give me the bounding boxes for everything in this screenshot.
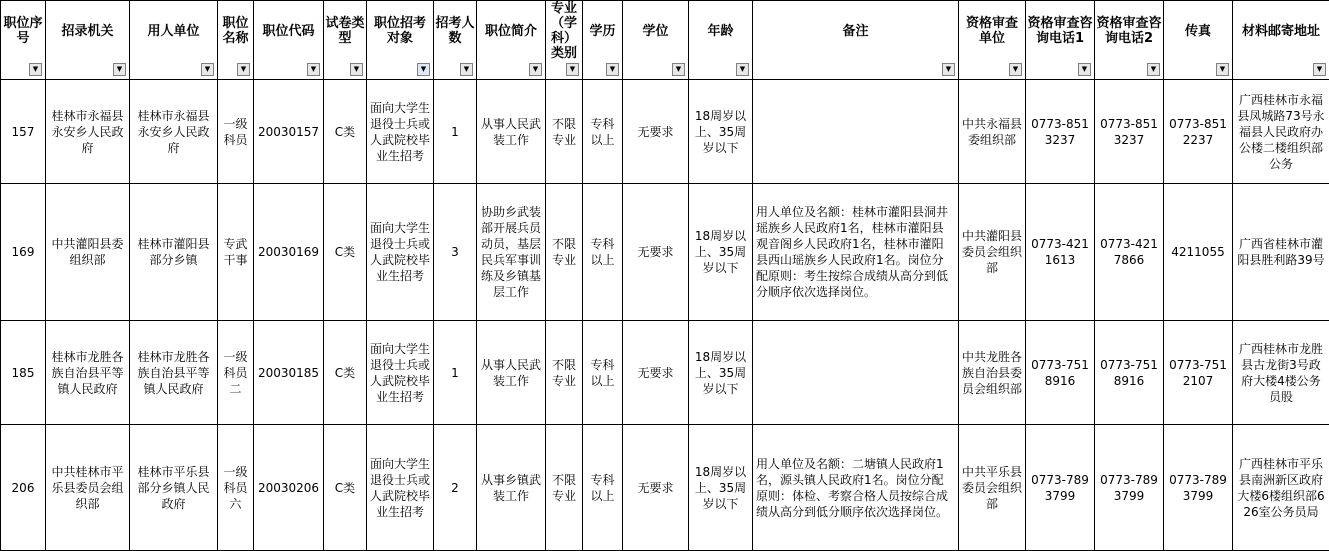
cell-text: 0773-4211613	[1026, 236, 1094, 268]
cell-text: 0773-4217866	[1095, 236, 1163, 268]
cell-text: C类	[324, 244, 366, 260]
table-cell[interactable]	[1, 184, 46, 321]
cell-text: 面向大学生退役士兵或人武院校毕业生招考	[367, 341, 433, 405]
table-cell[interactable]	[254, 321, 324, 425]
cell-text: 不限专业	[546, 236, 582, 268]
cell-text: 广西桂林市平乐县南洲新区政府大楼6楼组织部626室公务员局	[1233, 456, 1329, 520]
cell-text: 专科以上	[583, 236, 622, 268]
table-cell[interactable]	[959, 184, 1026, 321]
cell-text: 广西桂林市龙胜县古龙街3号政府大楼4楼公务员股	[1233, 341, 1329, 405]
table-cell[interactable]	[324, 425, 367, 551]
table-cell[interactable]	[689, 184, 753, 321]
cell-text: C类	[324, 365, 366, 381]
cell-text: 18周岁以上、35周岁以下	[689, 349, 752, 397]
table-cell[interactable]	[46, 425, 130, 551]
cell-text: 中共平乐县委员会组织部	[959, 464, 1025, 512]
cell-text: 20030169	[254, 244, 323, 260]
column-header	[434, 1, 477, 80]
column-header	[753, 1, 959, 80]
cell-text: 桂林市灌阳县部分乡镇	[130, 236, 217, 268]
column-header	[1233, 1, 1329, 80]
column-header-label: 职位招考对象	[367, 16, 433, 64]
table-cell[interactable]	[623, 80, 689, 184]
cell-text: 用人单位及名额：二塘镇人民政府1名，源头镇人民政府1名。岗位分配原则：体检、考察合格人员按综合成绩从高分到低分顺序依次选择岗位。	[753, 456, 958, 520]
table-cell[interactable]	[477, 80, 546, 184]
table-cell[interactable]	[583, 321, 623, 425]
column-header-label: 材料邮寄地址	[1233, 24, 1329, 57]
filter-dropdown-icon[interactable]: ▼	[350, 63, 363, 76]
cell-text: 4211055	[1164, 244, 1232, 260]
cell-text: 无要求	[623, 365, 688, 381]
filter-dropdown-icon[interactable]: ▼	[942, 63, 955, 76]
cell-text: 一级科员六	[218, 464, 253, 512]
table-cell[interactable]	[959, 80, 1026, 184]
filter-dropdown-icon[interactable]: ▼	[460, 63, 473, 76]
column-header	[1026, 1, 1095, 80]
table-cell[interactable]	[546, 321, 583, 425]
table-cell[interactable]	[367, 321, 434, 425]
cell-text: 169	[1, 244, 45, 260]
table-cell[interactable]	[1095, 321, 1164, 425]
cell-text: 0773-8513237	[1095, 116, 1163, 148]
table-cell[interactable]	[46, 321, 130, 425]
column-header	[324, 1, 367, 80]
cell-text: 中共龙胜各族自治县委员会组织部	[959, 349, 1025, 397]
table-cell[interactable]	[1026, 321, 1095, 425]
table-cell[interactable]	[324, 184, 367, 321]
table-cell[interactable]	[689, 425, 753, 551]
filter-dropdown-icon[interactable]: ▼	[1009, 63, 1022, 76]
table-cell[interactable]	[1164, 80, 1233, 184]
table-cell[interactable]	[367, 184, 434, 321]
filter-dropdown-icon[interactable]: ▼	[201, 63, 214, 76]
cell-text: 面向大学生退役士兵或人武院校毕业生招考	[367, 100, 433, 164]
column-header-label: 职位名称	[218, 16, 253, 64]
column-header-label: 专业（学科）类别	[546, 1, 582, 79]
table-row	[1, 184, 1329, 321]
table-cell[interactable]	[1164, 321, 1233, 425]
cell-text: 无要求	[623, 244, 688, 260]
column-header-label: 资格审查单位	[959, 16, 1025, 64]
table-cell[interactable]	[623, 425, 689, 551]
column-header-label: 职位代码	[254, 24, 323, 57]
column-header-label: 用人单位	[130, 24, 217, 57]
cell-text: 1	[434, 124, 476, 140]
table-cell[interactable]	[583, 425, 623, 551]
table-cell[interactable]	[324, 321, 367, 425]
filter-dropdown-icon[interactable]: ▼	[1313, 63, 1326, 76]
cell-text: 0773-8512237	[1164, 116, 1232, 148]
cell-text: 面向大学生退役士兵或人武院校毕业生招考	[367, 456, 433, 520]
filter-dropdown-icon[interactable]: ▼	[1078, 63, 1091, 76]
column-header	[1095, 1, 1164, 80]
cell-text: 无要求	[623, 480, 688, 496]
table-cell[interactable]	[753, 321, 959, 425]
column-header-label: 备注	[753, 24, 958, 57]
column-header-label: 年龄	[689, 24, 752, 57]
table-cell[interactable]	[324, 80, 367, 184]
table-cell[interactable]	[367, 80, 434, 184]
column-header	[477, 1, 546, 80]
cell-text: 206	[1, 480, 45, 496]
cell-text: 专武干事	[218, 236, 253, 268]
cell-text: C类	[324, 124, 366, 140]
cell-text: 0773-7893799	[1164, 472, 1232, 504]
cell-text: 0773-7518916	[1095, 357, 1163, 389]
cell-text: 桂林市永福县永安乡人民政府	[130, 108, 217, 156]
table-cell[interactable]	[130, 80, 218, 184]
cell-text: 桂林市龙胜各族自治县平等镇人民政府	[130, 349, 217, 397]
table-cell[interactable]	[1026, 184, 1095, 321]
table-cell[interactable]	[623, 321, 689, 425]
cell-text: 广西桂林市永福县凤城路73号永福县人民政府办公楼二楼组织部公务	[1233, 92, 1329, 172]
cell-text: 中共桂林市平乐县委员会组织部	[46, 464, 129, 512]
table-cell[interactable]	[1233, 425, 1329, 551]
table-cell[interactable]	[218, 425, 254, 551]
table-cell[interactable]	[130, 321, 218, 425]
table-body	[1, 80, 1329, 551]
column-header-label: 招考人数	[434, 16, 476, 64]
filter-dropdown-icon[interactable]: ▼	[113, 63, 126, 76]
table-row	[1, 425, 1329, 551]
column-header	[623, 1, 689, 80]
table-cell[interactable]	[434, 184, 477, 321]
filter-dropdown-icon[interactable]: ▼	[606, 63, 619, 76]
table-cell[interactable]	[477, 184, 546, 321]
table-cell[interactable]	[46, 184, 130, 321]
cell-text: 0773-8513237	[1026, 116, 1094, 148]
table-cell[interactable]	[1, 425, 46, 551]
cell-text: 协助乡武装部开展兵员动员，基层民兵军事训练及乡镇基层工作	[477, 204, 545, 300]
table-cell[interactable]	[477, 321, 546, 425]
column-header	[254, 1, 324, 80]
filter-dropdown-icon[interactable]: ▼	[1216, 63, 1229, 76]
cell-text: 从事人民武装工作	[477, 116, 545, 148]
cell-text: 20030157	[254, 124, 323, 140]
column-header	[46, 1, 130, 80]
column-header-label: 学历	[583, 24, 622, 57]
filter-dropdown-icon[interactable]: ▼	[237, 63, 250, 76]
cell-text: 专科以上	[583, 116, 622, 148]
cell-text: 从事人民武装工作	[477, 357, 545, 389]
table-cell[interactable]	[753, 425, 959, 551]
filter-dropdown-icon[interactable]: ▼	[672, 63, 685, 76]
table-cell[interactable]	[546, 425, 583, 551]
table-cell[interactable]	[254, 80, 324, 184]
cell-text: 157	[1, 124, 45, 140]
table-cell[interactable]	[583, 80, 623, 184]
column-header	[689, 1, 753, 80]
table-cell[interactable]	[959, 425, 1026, 551]
cell-text: C类	[324, 480, 366, 496]
column-header-label: 试卷类型	[324, 16, 366, 64]
filter-active-icon[interactable]: ▼	[417, 63, 430, 76]
cell-text: 面向大学生退役士兵或人武院校毕业生招考	[367, 220, 433, 284]
cell-text: 中共灌阳县委组织部	[46, 236, 129, 268]
filter-dropdown-icon[interactable]: ▼	[307, 63, 320, 76]
column-header-label: 传真	[1164, 24, 1232, 57]
cell-text: 0773-7893799	[1095, 472, 1163, 504]
table-cell[interactable]	[218, 321, 254, 425]
cell-text: 中共永福县委组织部	[959, 116, 1025, 148]
cell-text: 桂林市平乐县部分乡镇人民政府	[130, 464, 217, 512]
table-cell[interactable]	[1095, 425, 1164, 551]
table-cell[interactable]	[1233, 321, 1329, 425]
table-row	[1, 80, 1329, 184]
column-header	[367, 1, 434, 80]
column-header-label: 招录机关	[46, 24, 129, 57]
column-header-label: 资格审查咨询电话1	[1026, 16, 1094, 64]
table-cell[interactable]	[367, 425, 434, 551]
table-cell[interactable]	[434, 321, 477, 425]
table-cell[interactable]	[753, 184, 959, 321]
column-header	[546, 1, 583, 80]
cell-text: 3	[434, 244, 476, 260]
cell-text: 广西省桂林市灌阳县胜利路39号	[1233, 236, 1329, 268]
table-cell[interactable]	[689, 321, 753, 425]
cell-text: 20030185	[254, 365, 323, 381]
cell-text: 中共灌阳县委员会组织部	[959, 228, 1025, 276]
cell-text: 18周岁以上、35周岁以下	[689, 108, 752, 156]
table-cell[interactable]	[1, 80, 46, 184]
table-cell[interactable]	[254, 425, 324, 551]
cell-text: 不限专业	[546, 116, 582, 148]
filter-dropdown-icon[interactable]: ▼	[736, 63, 749, 76]
column-header	[583, 1, 623, 80]
table-cell[interactable]	[1026, 425, 1095, 551]
cell-text: 从事乡镇武装工作	[477, 472, 545, 504]
table-cell[interactable]	[1233, 184, 1329, 321]
cell-text: 专科以上	[583, 472, 622, 504]
table-cell[interactable]	[959, 321, 1026, 425]
cell-text: 一级科员	[218, 116, 253, 148]
table-cell[interactable]	[546, 80, 583, 184]
cell-text: 2	[434, 480, 476, 496]
cell-text: 0773-7512107	[1164, 357, 1232, 389]
table-cell[interactable]	[1095, 80, 1164, 184]
column-header	[1164, 1, 1233, 80]
column-header	[130, 1, 218, 80]
table-cell[interactable]	[46, 80, 130, 184]
column-header-label: 学位	[623, 24, 688, 57]
filter-dropdown-icon[interactable]: ▼	[529, 63, 542, 76]
table-cell[interactable]	[1095, 184, 1164, 321]
filter-dropdown-icon[interactable]: ▼	[1147, 63, 1160, 76]
cell-text: 18周岁以上、35周岁以下	[689, 464, 752, 512]
column-header	[218, 1, 254, 80]
cell-text: 1	[434, 365, 476, 381]
cell-text: 桂林市永福县永安乡人民政府	[46, 108, 129, 156]
table-cell[interactable]	[623, 184, 689, 321]
cell-text: 一级科员二	[218, 349, 253, 397]
table-cell[interactable]	[130, 184, 218, 321]
table-cell[interactable]	[583, 184, 623, 321]
header-row	[1, 1, 1329, 80]
table-cell[interactable]	[1, 321, 46, 425]
table-cell[interactable]	[689, 80, 753, 184]
table-cell[interactable]	[254, 184, 324, 321]
table-cell[interactable]	[434, 80, 477, 184]
column-header	[1, 1, 46, 80]
column-header-label: 资格审查咨询电话2	[1095, 16, 1163, 64]
filter-dropdown-icon[interactable]: ▼	[29, 63, 42, 76]
table-cell[interactable]	[1233, 80, 1329, 184]
table-cell[interactable]	[1164, 184, 1233, 321]
cell-text: 0773-7893799	[1026, 472, 1094, 504]
cell-text: 无要求	[623, 124, 688, 140]
cell-text: 185	[1, 365, 45, 381]
column-header-label: 职位序号	[1, 16, 45, 64]
table-cell[interactable]	[218, 184, 254, 321]
column-header	[959, 1, 1026, 80]
table-cell[interactable]	[1164, 425, 1233, 551]
table-row	[1, 321, 1329, 425]
table-cell[interactable]	[1026, 80, 1095, 184]
table-cell[interactable]	[753, 80, 959, 184]
cell-text: 专科以上	[583, 357, 622, 389]
cell-text: 不限专业	[546, 357, 582, 389]
table-cell[interactable]	[477, 425, 546, 551]
cell-text: 用人单位及名额：桂林市灌阳县洞井瑶族乡人民政府1名，桂林市灌阳县观音阁乡人民政府1名，桂林市灌阳县西山瑶族乡人民政府1名。岗位分配原则：考生按综合成绩从高分到低分顺序依次选择岗位。	[753, 204, 958, 300]
cell-text: 0773-7518916	[1026, 357, 1094, 389]
cell-text: 20030206	[254, 480, 323, 496]
cell-text: 18周岁以上、35周岁以下	[689, 228, 752, 276]
table-cell[interactable]	[434, 425, 477, 551]
filter-dropdown-icon[interactable]: ▼	[566, 63, 579, 76]
cell-text: 桂林市龙胜各族自治县平等镇人民政府	[46, 349, 129, 397]
table-cell[interactable]	[130, 425, 218, 551]
table-cell[interactable]	[218, 80, 254, 184]
cell-text: 不限专业	[546, 472, 582, 504]
column-header-label: 职位简介	[477, 24, 545, 57]
table-cell[interactable]	[546, 184, 583, 321]
